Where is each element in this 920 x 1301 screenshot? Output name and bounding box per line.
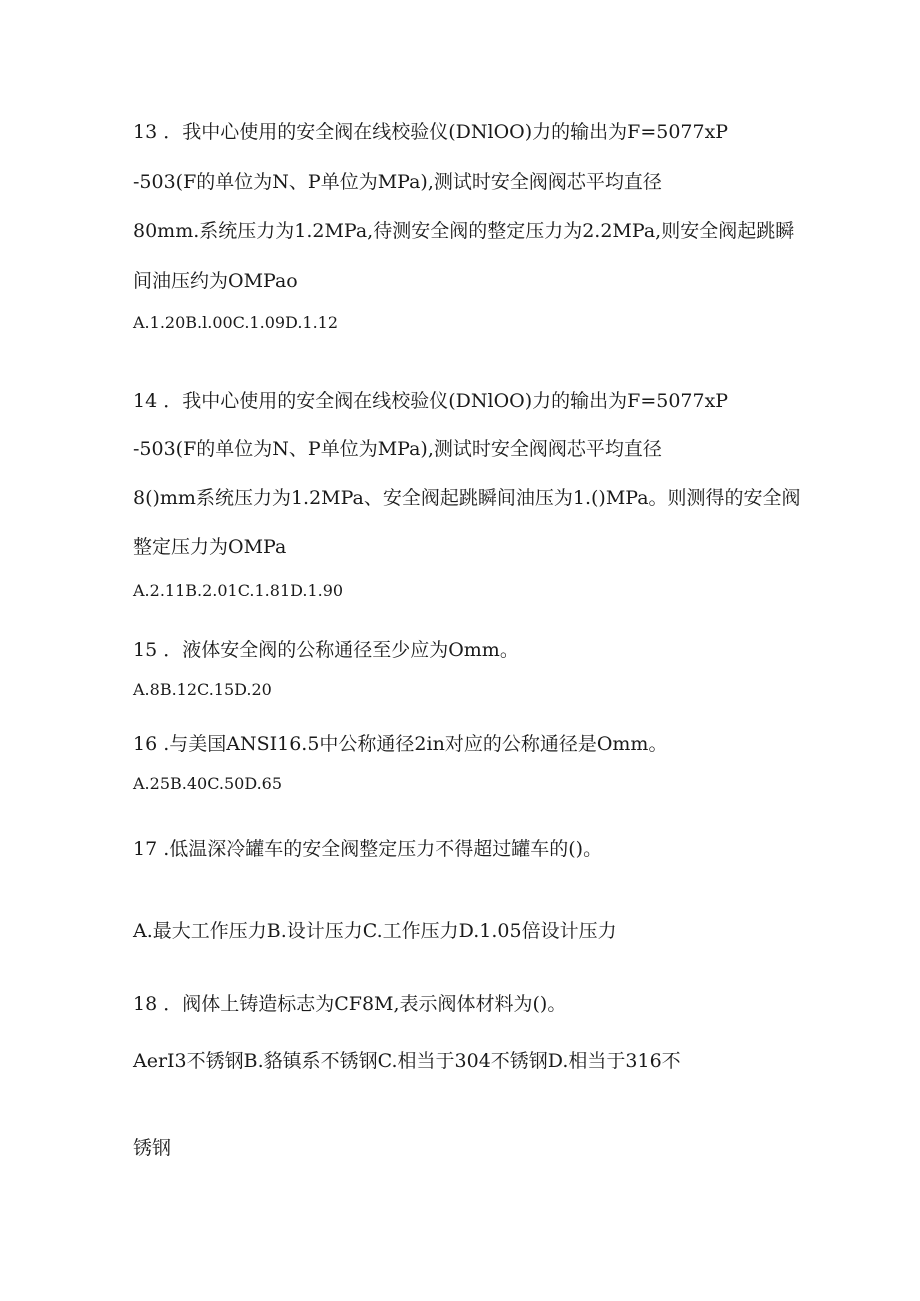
question-17-options: A.最大工作压力B.设计压力C.工作压力D.1.05倍设计压力 <box>133 920 617 942</box>
question-15-options: A.8B.12C.15D.20 <box>133 680 272 699</box>
question-13-line-2: -503(F的单位为N、P单位为MPa),测试时安全阀阀芯平均直径 <box>133 171 662 193</box>
question-13-line-3: 80mm.系统压力为1.2MPa,待测安全阀的整定压力为2.2MPa,则安全阀起跳瞬 <box>133 220 795 242</box>
question-18-options-line-1: AerI3不锈钢B.貉镇系不锈钢C.相当于304不锈钢D.相当于316不 <box>133 1050 681 1072</box>
question-14-line-4: 整定压力为OMPa <box>133 536 287 558</box>
question-16-options: A.25B.40C.50D.65 <box>133 774 283 793</box>
question-13-options: A.1.20B.l.00C.1.09D.1.12 <box>133 313 339 332</box>
question-14-line-3: 8()mm系统压力为1.2MPa、安全阀起跳瞬间油压为1.()MPa。则测得的安全阀 <box>133 487 801 509</box>
question-17-line-1: 17 .低温深冷罐车的安全阀整定压力不得超过罐车的()。 <box>133 838 603 860</box>
question-14-line-1: 14 ．我中心使用的安全阀在线校验仪(DNlOO)力的输出为F=5077xP <box>133 390 729 412</box>
question-15-line-1: 15 ．液体安全阀的公称通径至少应为Omm。 <box>133 639 519 661</box>
question-14-options: A.2.11B.2.01C.1.81D.1.90 <box>133 581 344 600</box>
question-13-line-1: 13 ．我中心使用的安全阀在线校验仪(DNlOO)力的输出为F=5077xP <box>133 121 729 143</box>
question-16-line-1: 16 .与美国ANSI16.5中公称通径2in对应的公称通径是Omm。 <box>133 733 668 755</box>
question-18-line-1: 18 ．阀体上铸造标志为CF8M,表示阀体材料为()。 <box>133 993 567 1015</box>
question-14-line-2: -503(F的单位为N、P单位为MPa),测试时安全阀阀芯平均直径 <box>133 438 662 460</box>
question-18-options-line-2: 锈钢 <box>133 1137 172 1159</box>
question-13-line-4: 间油压约为OMPao <box>133 270 298 292</box>
